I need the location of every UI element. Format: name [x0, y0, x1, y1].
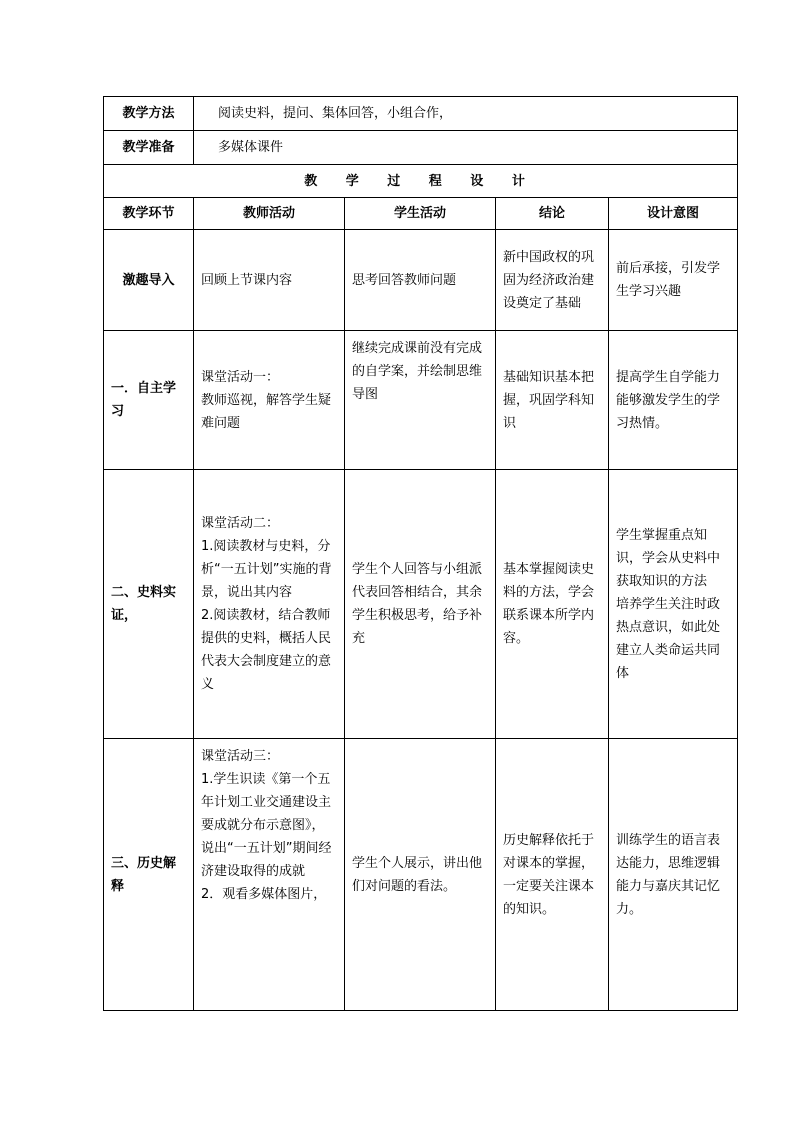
teacher-activity-line: 教师巡视，解答学生疑难问题 [201, 392, 332, 431]
teaching-prep-value: 多媒体课件 [194, 131, 738, 165]
stage-cell: 三、历史解释 [104, 739, 194, 1011]
teaching-prep-label: 教学准备 [104, 131, 194, 165]
design-intent-cell [609, 470, 738, 739]
column-header-stage: 教学环节 [104, 198, 194, 230]
column-header-teacher: 教师活动 [194, 198, 345, 230]
teaching-method-label: 教学方法 [104, 97, 194, 131]
student-activity-cell [345, 331, 496, 470]
conclusion-cell [496, 470, 609, 739]
student-activity-cell [345, 230, 496, 331]
table-row [104, 331, 738, 470]
teacher-activity-line: 课堂活动一： [201, 369, 280, 385]
design-intent-cell [609, 331, 738, 470]
table-row [104, 230, 738, 331]
column-header-conclusion: 结论 [496, 198, 609, 230]
teaching-method-row [104, 97, 738, 131]
teacher-activity-line: 回顾上节课内容 [201, 272, 293, 288]
column-header-row [104, 198, 738, 230]
student-activity-line: 学生个人回答与小组派代表回答相结合，其余学生积极思考，给予补充 [352, 562, 483, 646]
teaching-method-value: 阅读史料，提问、集体回答，小组合作， [194, 97, 738, 131]
conclusion-line: 基础知识基本把握，巩固学科知识 [503, 369, 595, 431]
design-intent-line: 学生掌握重点知识，学会从史料中获取知识的方法 [616, 527, 721, 589]
stage-cell: 一．自主学习 [104, 331, 194, 470]
section-title: 教 学 过 程 设 计 [104, 165, 738, 198]
teacher-activity-line: 课堂活动二： [201, 516, 280, 531]
student-activity-line: 继续完成课前没有完成的自学案，并绘制思维导图 [352, 341, 483, 402]
table-row [104, 739, 738, 1011]
design-intent-line: 前后承接，引发学生学习兴趣 [616, 261, 721, 299]
student-activity-cell [345, 470, 496, 739]
column-header-student: 学生活动 [345, 198, 496, 230]
teaching-prep-row [104, 131, 738, 165]
teacher-activity-cell [194, 470, 345, 739]
teacher-activity-cell [194, 230, 345, 331]
conclusion-line: 历史解释依托于对课本的掌握，一定要关注课本的知识。 [503, 832, 595, 917]
design-intent-line: 培养学生关注时政热点意识，如此处建立人类命运共同体 [616, 596, 721, 681]
teacher-activity-cell [194, 739, 345, 1011]
table-row [104, 470, 738, 739]
design-intent-cell [609, 230, 738, 331]
design-intent-cell [609, 739, 738, 1011]
student-activity-line: 思考回答教师问题 [352, 272, 457, 288]
teacher-activity-line: 1.阅读教材与史料，分析“一五计划”实施的背景，说出其内容 [201, 539, 332, 600]
conclusion-cell [496, 230, 609, 331]
student-activity-cell [345, 739, 496, 1011]
teacher-activity-line: 2.阅读教材，结合教师提供的史料，概括人民代表大会制度建立的意义 [201, 608, 332, 692]
teacher-activity-line: 1.学生识读《第一个五年计划工业交通建设主要成就分布示意图》，说出“一五计划”期间经济建设取得的成就 [201, 772, 332, 879]
design-intent-line: 提高学生自学能力能够激发学生的学习热情。 [616, 369, 721, 431]
lesson-plan-table [103, 96, 738, 1011]
teacher-activity-line: 2．观看多媒体图片， [201, 887, 327, 902]
conclusion-line: 新中国政权的巩固为经济政治建设奠定了基础 [503, 249, 595, 311]
student-activity-line: 学生个人展示，讲出他们对问题的看法。 [352, 855, 483, 894]
design-intent-line: 训练学生的语言表达能力，思维逻辑能力与嘉庆其记忆力。 [616, 832, 721, 917]
stage-cell: 激趣导入 [104, 230, 194, 331]
conclusion-cell [496, 331, 609, 470]
section-title-row [104, 165, 738, 198]
stage-cell: 二、史料实证， [104, 470, 194, 739]
conclusion-cell [496, 739, 609, 1011]
column-header-intent: 设计意图 [609, 198, 738, 230]
conclusion-line: 基本掌握阅读史料的方法，学会联系课本所学内容。 [503, 562, 595, 646]
teacher-activity-line: 课堂活动三： [201, 749, 280, 764]
teacher-activity-cell [194, 331, 345, 470]
lesson-plan-table-wrapper [103, 96, 737, 1011]
